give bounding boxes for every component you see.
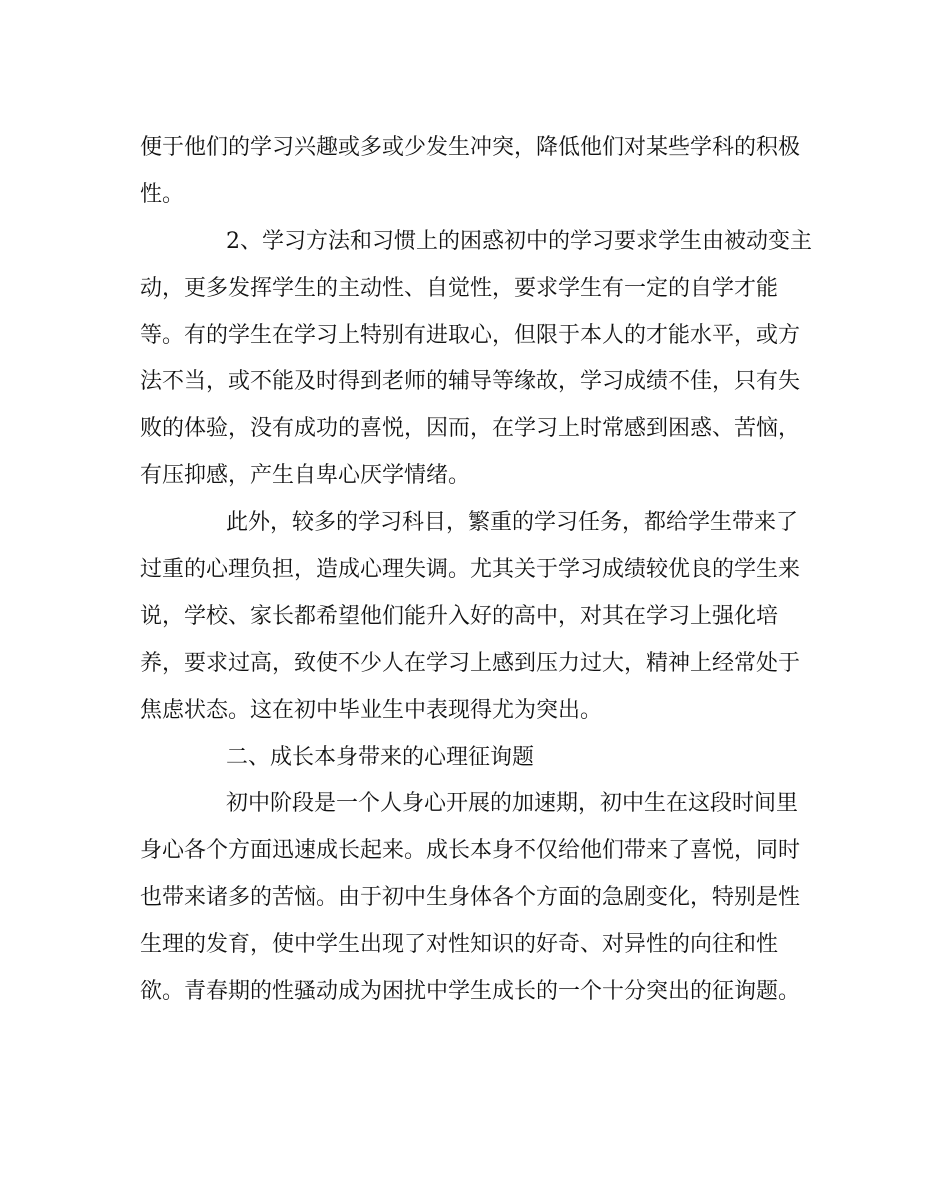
paragraph-first-line: 此外，较多的学习科目，繁重的学习任务，都给学生带来了 — [226, 510, 799, 536]
text-line: 生理的发育，使中学生出现了对性知识的好奇、对异性的向往和性 — [140, 932, 779, 958]
text-line: 性。 — [140, 181, 185, 207]
text-line: 等。有的学生在学习上特别有进取心，但限于本人的才能水平，或方 — [140, 322, 801, 348]
text-line: 有压抑感，产生自卑心厌学情绪。 — [140, 463, 471, 489]
text-line: 焦虑状态。这在初中毕业生中表现得尤为突出。 — [140, 697, 603, 723]
text-line: 也带来诸多的苦恼。由于初中生身体各个方面的急剧变化，特别是性 — [140, 885, 801, 911]
text-line: 身心各个方面迅速成长起来。成长本身不仅给他们带来了喜悦，同时 — [140, 838, 801, 864]
text-line: 养，要求过高，致使不少人在学习上感到压力过大，精神上经常处于 — [140, 650, 801, 676]
document-page — [140, 125, 820, 1016]
paragraph-first-line: 2、学习方法和习惯上的困惑初中的学习要求学生由被动变主 — [226, 228, 812, 254]
text-line: 说，学校、家长都希望他们能升入好的高中，对其在学习上强化培 — [140, 603, 779, 629]
paragraph-first-line: 二、成长本身带来的心理征询题 — [226, 744, 535, 770]
text-line: 败的体验，没有成功的喜悦，因而，在学习上时常感到困惑、苦恼， — [140, 416, 801, 442]
text-line: 便于他们的学习兴趣或多或少发生冲突，降低他们对某些学科的积极 — [140, 135, 801, 160]
paragraph-first-line: 初中阶段是一个人身心开展的加速期，初中生在这段时间里 — [226, 791, 799, 817]
text-line: 过重的心理负担，造成心理失调。尤其关于学习成绩较优良的学生来 — [140, 557, 801, 583]
text-line: 动，更多发挥学生的主动性、自觉性，要求学生有一定的自学才能 — [140, 275, 779, 301]
text-line: 法不当，或不能及时得到老师的辅导等缘故，学习成绩不佳，只有失 — [140, 369, 801, 395]
text-line: 欲。青春期的性骚动成为困扰中学生成长的一个十分突出的征询题。 — [140, 979, 801, 1005]
